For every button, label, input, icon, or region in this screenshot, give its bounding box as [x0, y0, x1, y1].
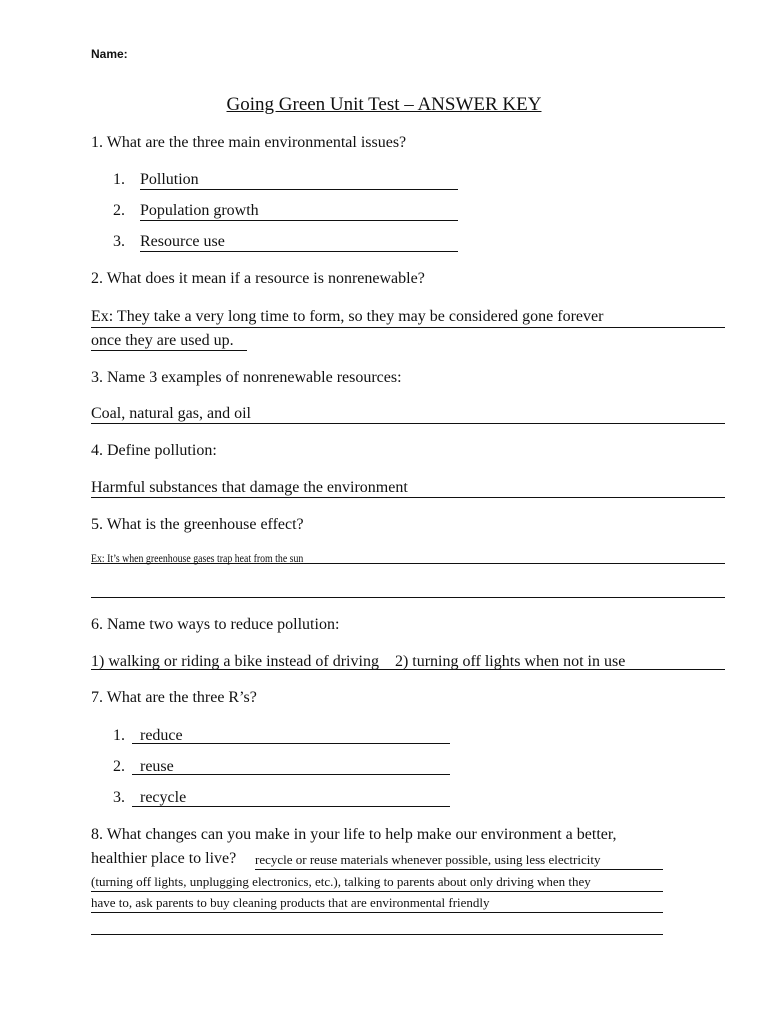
q8-answer-line-2: (turning off lights, unplugging electronics, etc.), talking to parents about only driving when they — [91, 874, 591, 889]
q8-answer-underline-3 — [91, 912, 663, 913]
q7-item-1-number: 1. — [113, 727, 125, 744]
q8-answer-part-1: recycle or reuse materials whenever possible, using less electricity — [255, 852, 601, 867]
q4-answer: Harmful substances that damage the environment — [91, 479, 408, 496]
q1-item-3-answer: Resource use — [140, 233, 225, 250]
q1-item-3-line — [140, 251, 458, 252]
name-label: Name: — [91, 47, 128, 61]
q2-answer-line-1: Ex: They take a very long time to form, so they may be considered gone forever — [91, 308, 604, 325]
q8-answer-underline-2 — [91, 891, 663, 892]
q1-item-2-answer: Population growth — [140, 202, 259, 219]
q1-item-3-number: 3. — [113, 233, 125, 250]
q7-item-3-answer: recycle — [140, 789, 187, 806]
q2-answer-underline-2 — [91, 350, 247, 351]
q1-item-1-line — [140, 189, 458, 190]
q8-answer-underline-1 — [255, 869, 663, 870]
question-2: 2. What does it mean if a resource is nonrenewable? — [91, 270, 425, 287]
q7-item-2-answer: reuse — [140, 758, 174, 775]
q1-item-1-answer: Pollution — [140, 171, 199, 188]
q8-answer-underline-4 — [91, 934, 663, 935]
question-1: 1. What are the three main environmental issues? — [91, 134, 407, 151]
q7-item-3-line — [132, 806, 450, 807]
q7-item-2-number: 2. — [113, 758, 125, 775]
q5-answer: Ex: It’s when greenhouse gases trap heat from the sun — [91, 551, 304, 565]
q7-item-3-number: 3. — [113, 789, 125, 806]
q7-item-2-line — [132, 774, 450, 775]
q6-answer: 1) walking or riding a bike instead of driving 2) turning off lights when not in use — [91, 653, 626, 670]
page-title — [0, 94, 768, 116]
q6-answer-underline — [91, 669, 725, 670]
q1-item-1-number: 1. — [113, 171, 125, 188]
question-3: 3. Name 3 examples of nonrenewable resources: — [91, 369, 402, 386]
question-8-line-1: 8. What changes can you make in your life to help make our environment a better, — [91, 826, 617, 843]
q7-item-1-line — [132, 743, 450, 744]
question-5: 5. What is the greenhouse effect? — [91, 516, 304, 533]
page-title-text: Going Green Unit Test – ANSWER KEY — [226, 94, 542, 115]
q1-item-2-number: 2. — [113, 202, 125, 219]
q8-answer-line-3: have to, ask parents to buy cleaning products that are environmental friendly — [91, 895, 490, 910]
q2-answer-underline-1 — [91, 327, 725, 328]
q3-answer: Coal, natural gas, and oil — [91, 405, 251, 422]
q3-answer-underline — [91, 423, 725, 424]
q2-answer-line-2: once they are used up. — [91, 332, 234, 349]
q7-item-1-answer: reduce — [140, 727, 183, 744]
question-8-line-2: healthier place to live? — [91, 850, 237, 867]
question-4: 4. Define pollution: — [91, 442, 217, 459]
question-7: 7. What are the three R’s? — [91, 689, 257, 706]
q5-answer-underline-2 — [91, 597, 725, 598]
q1-item-2-line — [140, 220, 458, 221]
q5-answer-underline-1 — [91, 563, 725, 564]
question-6: 6. Name two ways to reduce pollution: — [91, 616, 340, 633]
q4-answer-underline — [91, 497, 725, 498]
